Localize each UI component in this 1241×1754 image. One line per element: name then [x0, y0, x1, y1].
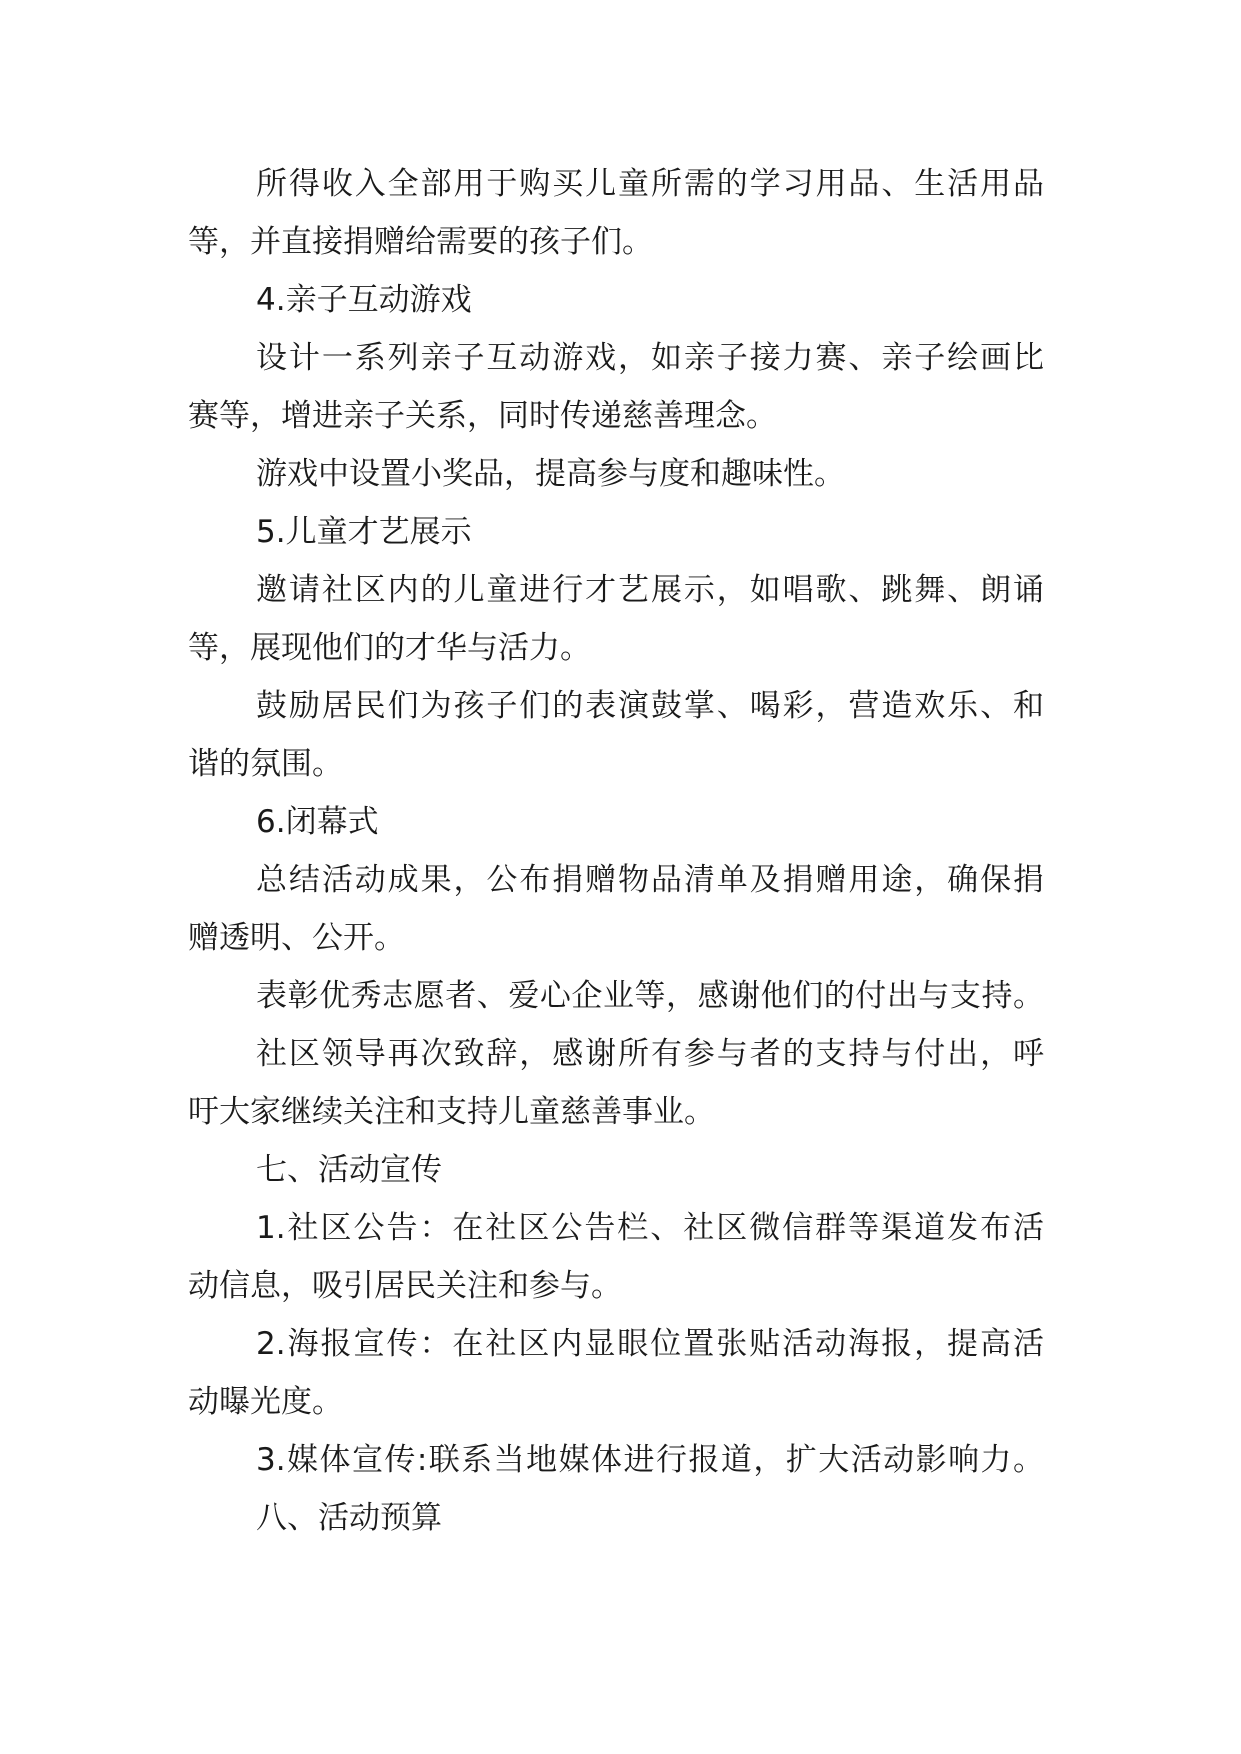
paragraph-line: 游戏中设置小奖品，提高参与度和趣味性。 [256, 456, 845, 492]
paragraph-line: 谐的氛围。 [188, 746, 343, 782]
paragraph-line: 赠透明、公开。 [188, 920, 405, 956]
paragraph-line: 总结活动成果，公布捐赠物品清单及捐赠用途，确保捐 [256, 862, 1044, 898]
section-heading: 6.闭幕式 [256, 804, 379, 840]
section-heading: 4.亲子互动游戏 [256, 282, 472, 318]
paragraph-line: 动信息，吸引居民关注和参与。 [188, 1268, 622, 1304]
paragraph-line: 2.海报宣传：在社区内显眼位置张贴活动海报，提高活 [256, 1326, 1044, 1362]
paragraph-line: 吁大家继续关注和支持儿童慈善事业。 [188, 1094, 715, 1130]
paragraph-line: 鼓励居民们为孩子们的表演鼓掌、喝彩，营造欢乐、和 [256, 688, 1044, 724]
paragraph-line: 表彰优秀志愿者、爱心企业等，感谢他们的付出与支持。 [256, 978, 1044, 1014]
paragraph-line: 社区领导再次致辞，感谢所有参与者的支持与付出，呼 [256, 1036, 1044, 1072]
section-heading: 5.儿童才艺展示 [256, 514, 472, 550]
paragraph-line: 动曝光度。 [188, 1384, 343, 1420]
paragraph-line: 1.社区公告：在社区公告栏、社区微信群等渠道发布活 [256, 1210, 1044, 1246]
paragraph-line: 邀请社区内的儿童进行才艺展示，如唱歌、跳舞、朗诵 [256, 572, 1044, 608]
paragraph-line: 赛等，增进亲子关系，同时传递慈善理念。 [188, 398, 777, 434]
chapter-heading: 八、活动预算 [256, 1500, 442, 1536]
paragraph-line: 3.媒体宣传:联系当地媒体进行报道，扩大活动影响力。 [256, 1442, 1044, 1478]
paragraph-line: 等，并直接捐赠给需要的孩子们。 [188, 224, 653, 260]
paragraph-line: 等，展现他们的才华与活力。 [188, 630, 591, 666]
paragraph-line: 设计一系列亲子互动游戏，如亲子接力赛、亲子绘画比 [256, 340, 1044, 376]
chapter-heading: 七、活动宣传 [256, 1152, 442, 1188]
paragraph-line: 所得收入全部用于购买儿童所需的学习用品、生活用品 [256, 166, 1044, 202]
